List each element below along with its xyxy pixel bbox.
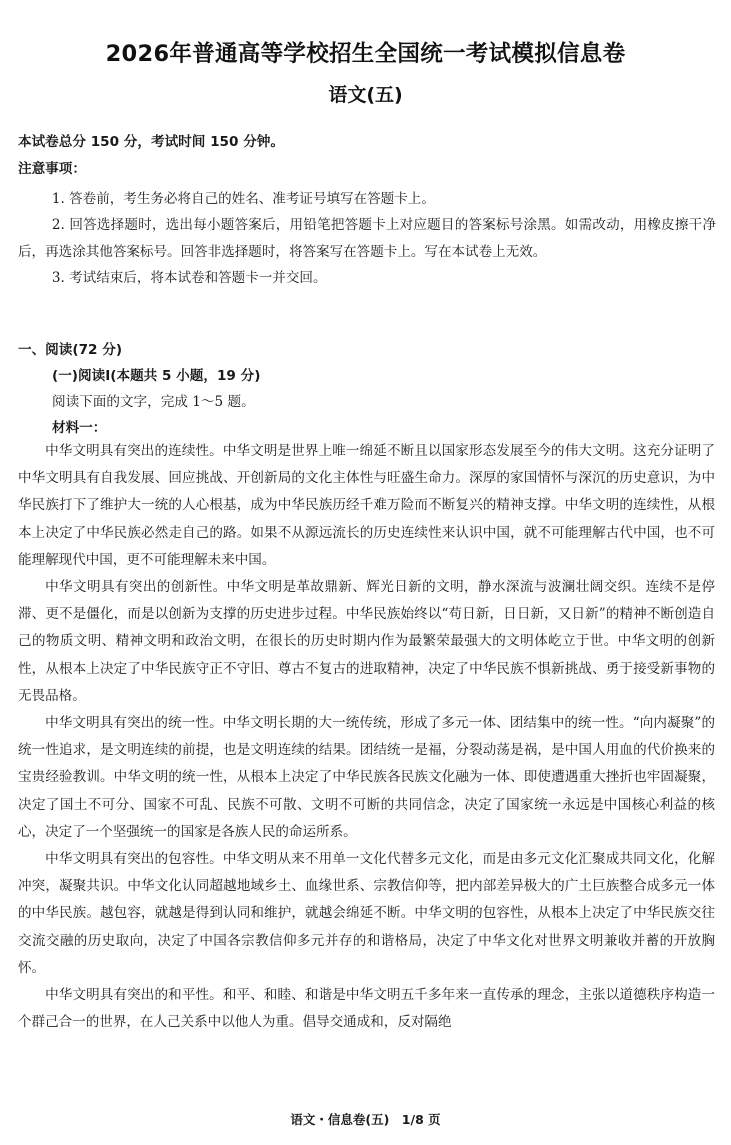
section-heading: 一、阅读(72 分) (18, 342, 123, 358)
passage-paragraph: 中华文明具有突出的和平性。和平、和睦、和谐是中华文明五千多年来一直传承的理念，主张以道德秩序构造一个群己合一的世界，在人己关系中以他人为重。倡导交通成和，反对隔绝 (18, 987, 715, 1031)
notes-heading: 注意事项： (18, 161, 86, 177)
exam-info: 本试卷总分 150 分，考试时间 150 分钟。 (18, 134, 284, 150)
note-item: 2. 回答选择题时，选出每小题答案后，用铅笔把答题卡上对应题目的答案标号涂黑。如需改动，用橡皮擦干净后，再选涂其他答案标号。回答非选择题时，将答案写在答题卡上。写在本试卷上无效。 (18, 217, 716, 260)
reading-passage (18, 438, 715, 1036)
passage-paragraph: 中华文明具有突出的包容性。中华文明从来不用单一文化代替多元文化，而是由多元文化汇聚成共同文化，化解冲突，凝聚共识。中华文化认同超越地域乡土、血缘世系、宗教信仰等，把内部差异极大的广土巨族整合成多元一体的中华民族。越包容，就越是得到认同和维护，就越会绵延不断。中华文明的包容性，从根本上决定了中华民族交往交流交融的历史取向，决定了中国各宗教信仰多元并存的和谐格局，决定了中华文化对世界文明兼收并蓄的开放胸怀。 (18, 851, 715, 976)
material-label: 材料一： (52, 420, 107, 436)
page-footer: 语文・信息卷(五) 1/8 页 (290, 1112, 441, 1127)
passage-paragraph: 中华文明具有突出的连续性。中华文明是世界上唯一绵延不断且以国家形态发展至今的伟大文明。这充分证明了中华文明具有自我发展、回应挑战、开创新局的文化主体性与旺盛生命力。深厚的家国情怀与深沉的历史意识，为中华民族打下了维护大一统的人心根基，成为中华民族历经千难万险而不断复兴的精神支撑。中华文明的连续性，从根本上决定了中华民族必然走自己的路。如果不从源远流长的历史连续性来认识中国，就不可能理解古代中国，也不可能理解现代中国，更不可能理解未来中国。 (18, 443, 715, 568)
section-sub-heading: (一)阅读Ⅰ(本题共 5 小题，19 分) (52, 368, 261, 384)
passage-paragraph: 中华文明具有突出的统一性。中华文明长期的大一统传统，形成了多元一体、团结集中的统一性。“向内凝聚”的统一性追求，是文明连续的前提，也是文明连续的结果。团结统一是福，分裂动荡是祸，是中国人用血的代价换来的宝贵经验教训。中华文明的统一性，从根本上决定了中华民族各民族文化融为一体、即使遭遇重大挫折也牢固凝聚，决定了国土不可分、国家不可乱、民族不可散、文明不可断的共同信念，决定了国家统一永远是中国核心利益的核心，决定了一个坚强统一的国家是各族人民的命运所系。 (18, 715, 715, 840)
note-item: 1. 答卷前，考生务必将自己的姓名、准考证号填写在答题卡上。 (51, 191, 435, 207)
exam-subtitle: 语文(五) (328, 84, 403, 106)
exam-title: 2026年普通高等学校招生全国统一考试模拟信息卷 (105, 41, 626, 67)
passage-paragraph: 中华文明具有突出的创新性。中华文明是革故鼎新、辉光日新的文明，静水深流与波澜壮阔交织。连续不是停滞、更不是僵化，而是以创新为支撑的历史进步过程。中华民族始终以“苟日新，日日新，又日新”的精神不断创造自己的物质文明、精神文明和政治文明，在很长的历史时期内作为最繁荣最强大的文明体屹立于世。中华文明的创新性，从根本上决定了中华民族守正不守旧、尊古不复古的进取精神，决定了中华民族不惧新挑战、勇于接受新事物的无畏品格。 (18, 579, 715, 704)
section-instruction: 阅读下面的文字，完成 1～5 题。 (52, 394, 255, 410)
notes-list (18, 186, 716, 292)
note-item: 3. 考试结束后，将本试卷和答题卡一并交回。 (51, 270, 327, 287)
